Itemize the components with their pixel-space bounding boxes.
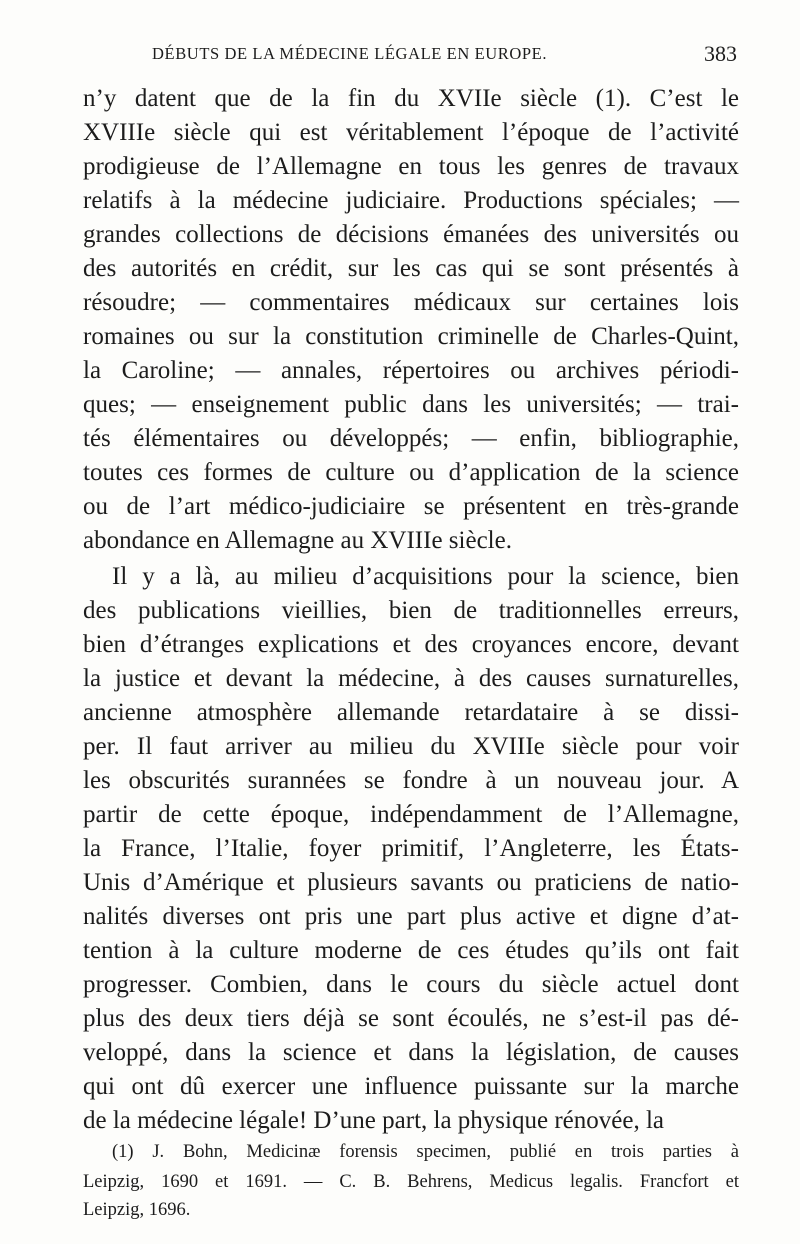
text-line: ques; — enseignement public dans les universités; — trai-	[83, 391, 739, 418]
text-line: tés élémentaires ou développés; — enfin, bibliographie,	[83, 425, 739, 452]
text-line: romaines ou sur la constitution criminelle de Charles-Quint,	[83, 323, 739, 350]
text-line: n’y datent que de la fin du XVIIe siècle (1). C’est le	[83, 85, 739, 112]
text-line: Il y a là, au milieu d’acquisitions pour la science, bien	[112, 563, 739, 590]
text-line: abondance en Allemagne au XVIIIe siècle.	[83, 527, 512, 554]
text-line: résoudre; — commentaires médicaux sur certaines lois	[83, 289, 739, 316]
footnote-line: Leipzig, 1690 et 1691. — C. B. Behrens, Medicus legalis. Francfort et	[83, 1172, 739, 1192]
footnote-line: (1) J. Bohn, Medicinæ forensis specimen, publié en trois parties à	[112, 1142, 739, 1162]
text-line: ancienne atmosphère allemande retardataire à se dissi-	[83, 699, 739, 726]
page-number: 383	[704, 41, 737, 66]
text-line: les obscurités surannées se fondre à un nouveau jour. A	[83, 767, 739, 794]
footnote-line: Leipzig, 1696.	[83, 1200, 191, 1220]
running-head	[152, 41, 737, 66]
text-line: grandes collections de décisions émanées des universités ou	[83, 221, 739, 248]
text-line: XVIIIe siècle qui est véritablement l’époque de l’activité	[83, 119, 739, 146]
text-line: la Caroline; — annales, répertoires ou archives périodi-	[83, 357, 739, 384]
text-line: bien d’étranges explications et des croyances encore, devant	[83, 631, 739, 658]
text-line: veloppé, dans la science et dans la législation, de causes	[83, 1039, 739, 1066]
text-line: qui ont dû exercer une influence puissante sur la marche	[83, 1073, 739, 1100]
text-line: nalités diverses ont pris une part plus active et digne d’at-	[83, 903, 739, 930]
text-line: relatifs à la médecine judiciaire. Productions spéciales; —	[83, 187, 739, 214]
text-line: progresser. Combien, dans le cours du siècle actuel dont	[83, 971, 739, 998]
text-line: des publications vieillies, bien de traditionnelles erreurs,	[83, 597, 739, 624]
text-line: per. Il faut arriver au milieu du XVIIIe siècle pour voir	[83, 733, 739, 760]
text-line: toutes ces formes de culture ou d’application de la science	[83, 459, 739, 486]
text-line: des autorités en crédit, sur les cas qui se sont présentés à	[83, 255, 739, 282]
text-line: ou de l’art médico-judiciaire se présentent en très-grande	[83, 493, 739, 520]
running-title: DÉBUTS DE LA MÉDECINE LÉGALE EN EUROPE.	[152, 44, 548, 63]
text-line: de la médecine légale! D’une part, la physique rénovée, la	[83, 1107, 664, 1134]
text-line: la justice et devant la médecine, à des causes surnaturelles,	[83, 665, 739, 692]
text-line: la France, l’Italie, foyer primitif, l’Angleterre, les États-	[83, 835, 739, 862]
text-line: Unis d’Amérique et plusieurs savants ou praticiens de natio-	[83, 869, 739, 896]
text-line: tention à la culture moderne de ces études qu’ils ont fait	[83, 937, 739, 964]
text-line: prodigieuse de l’Allemagne en tous les genres de travaux	[83, 153, 739, 180]
text-line: plus des deux tiers déjà se sont écoulés, ne s’est-il pas dé-	[83, 1005, 739, 1032]
text-line: partir de cette époque, indépendamment de l’Allemagne,	[83, 801, 739, 828]
